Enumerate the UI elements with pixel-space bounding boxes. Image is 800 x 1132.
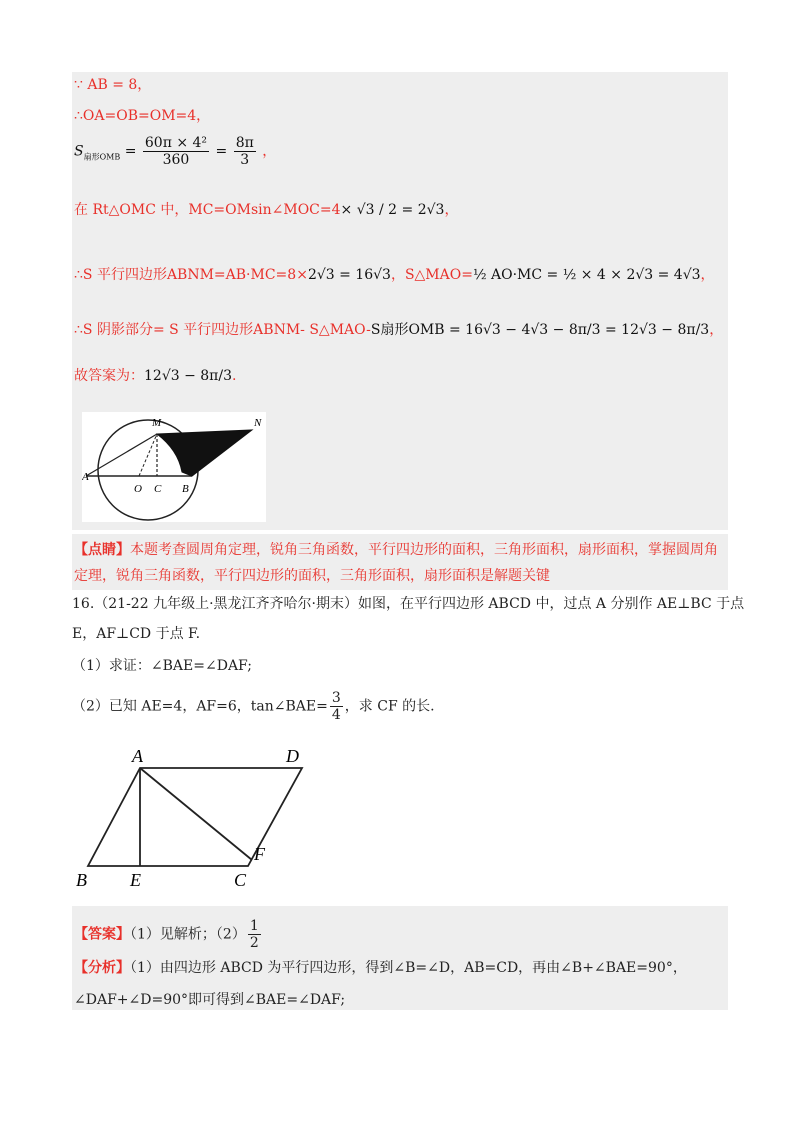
parallelogram-figure (72, 742, 342, 892)
solution-line-4: 在 Rt△OMC 中，MC=OMsin∠MOC=4× √3 / 2 = 2√3， (74, 202, 459, 218)
solution-line-5: ∴S 平行四边形ABNM=AB·MC=8×2√3 = 16√3，S△MAO=½ AO·MC = ½ × 4 × 2√3 = 4√3， (74, 267, 715, 283)
solution-line-7: 故答案为：12√3 − 8π/3. (74, 368, 237, 384)
label-F2: F (254, 844, 265, 864)
solution-line-2: ∴OA=OB=OM=4， (74, 108, 211, 124)
solution-line-3: $S_{扇形OMB}$ = $\frac{\text{60π × 4²}}{360}$ = $\frac{8\pi}{3}$ ， (74, 135, 277, 168)
solution-line-6: ∴S 阴影部分= S 平行四边形ABNM- S△MAO-S扇形OMB = 16√3 − 4√3 − 8π/3 = 12√3 − 8π/3， (74, 322, 724, 338)
tan-fraction: $\frac{3}{4}$ (331, 690, 341, 723)
answer-line: 【答案】（1）见解析；（2） $\frac{1}{2}$ (74, 918, 259, 951)
problem16-line-2: E，AF⊥CD 于点 F. (72, 626, 201, 642)
label-C: C (154, 483, 162, 495)
label-E2: E (130, 870, 141, 890)
label-N: N (254, 417, 262, 429)
problem16-part-2: （2）已知 AE=4，AF=6，tan∠BAE= $\frac{3}{4}$ ，求 CF 的长. (72, 690, 435, 723)
label-B2: B (76, 870, 87, 890)
label-O: O (134, 483, 142, 495)
comment-line-1: 【点睛】本题考查圆周角定理，锐角三角函数，平行四边形的面积，三角形面积，扇形面积，掌握圆周角 (74, 542, 718, 558)
problem16-line-1: 16.（21-22 九年级上·黑龙江齐齐哈尔·期末）如图，在平行四边形 ABCD 中，过点 A 分别作 AE⊥BC 于点 (72, 596, 745, 612)
solution-line-1: ∵ AB = 8， (74, 77, 152, 93)
sector-fraction-1: $\frac{\text{60π × 4²}}{360}$ (144, 135, 208, 168)
circle-figure (82, 412, 266, 522)
answer-fraction: $\frac{1}{2}$ (249, 918, 259, 951)
label-A2: A (132, 746, 143, 766)
sector-area-subscript: 扇形OMB (83, 152, 121, 162)
label-D2: D (286, 746, 299, 766)
label-B: B (182, 483, 189, 495)
sector-area-symbol: S (74, 143, 84, 160)
analysis-line-2: ∠DAF+∠D=90°即可得到∠BAE=∠DAF; (74, 992, 346, 1008)
label-M: M (152, 417, 162, 429)
label-A: A (82, 471, 89, 483)
problem16-part-1: （1）求证：∠BAE=∠DAF; (72, 658, 252, 674)
label-C2: C (234, 870, 247, 890)
sector-fraction-2: $\frac{8\pi}{3}$ (235, 135, 254, 168)
comment-line-2: 定理，锐角三角函数，平行四边形的面积，三角形面积，扇形面积是解题关键 (74, 568, 550, 584)
analysis-line-1: 【分析】（1）由四边形 ABCD 为平行四边形，得到∠B=∠D，AB=CD，再由∠B+∠BAE=90°， (74, 960, 687, 976)
